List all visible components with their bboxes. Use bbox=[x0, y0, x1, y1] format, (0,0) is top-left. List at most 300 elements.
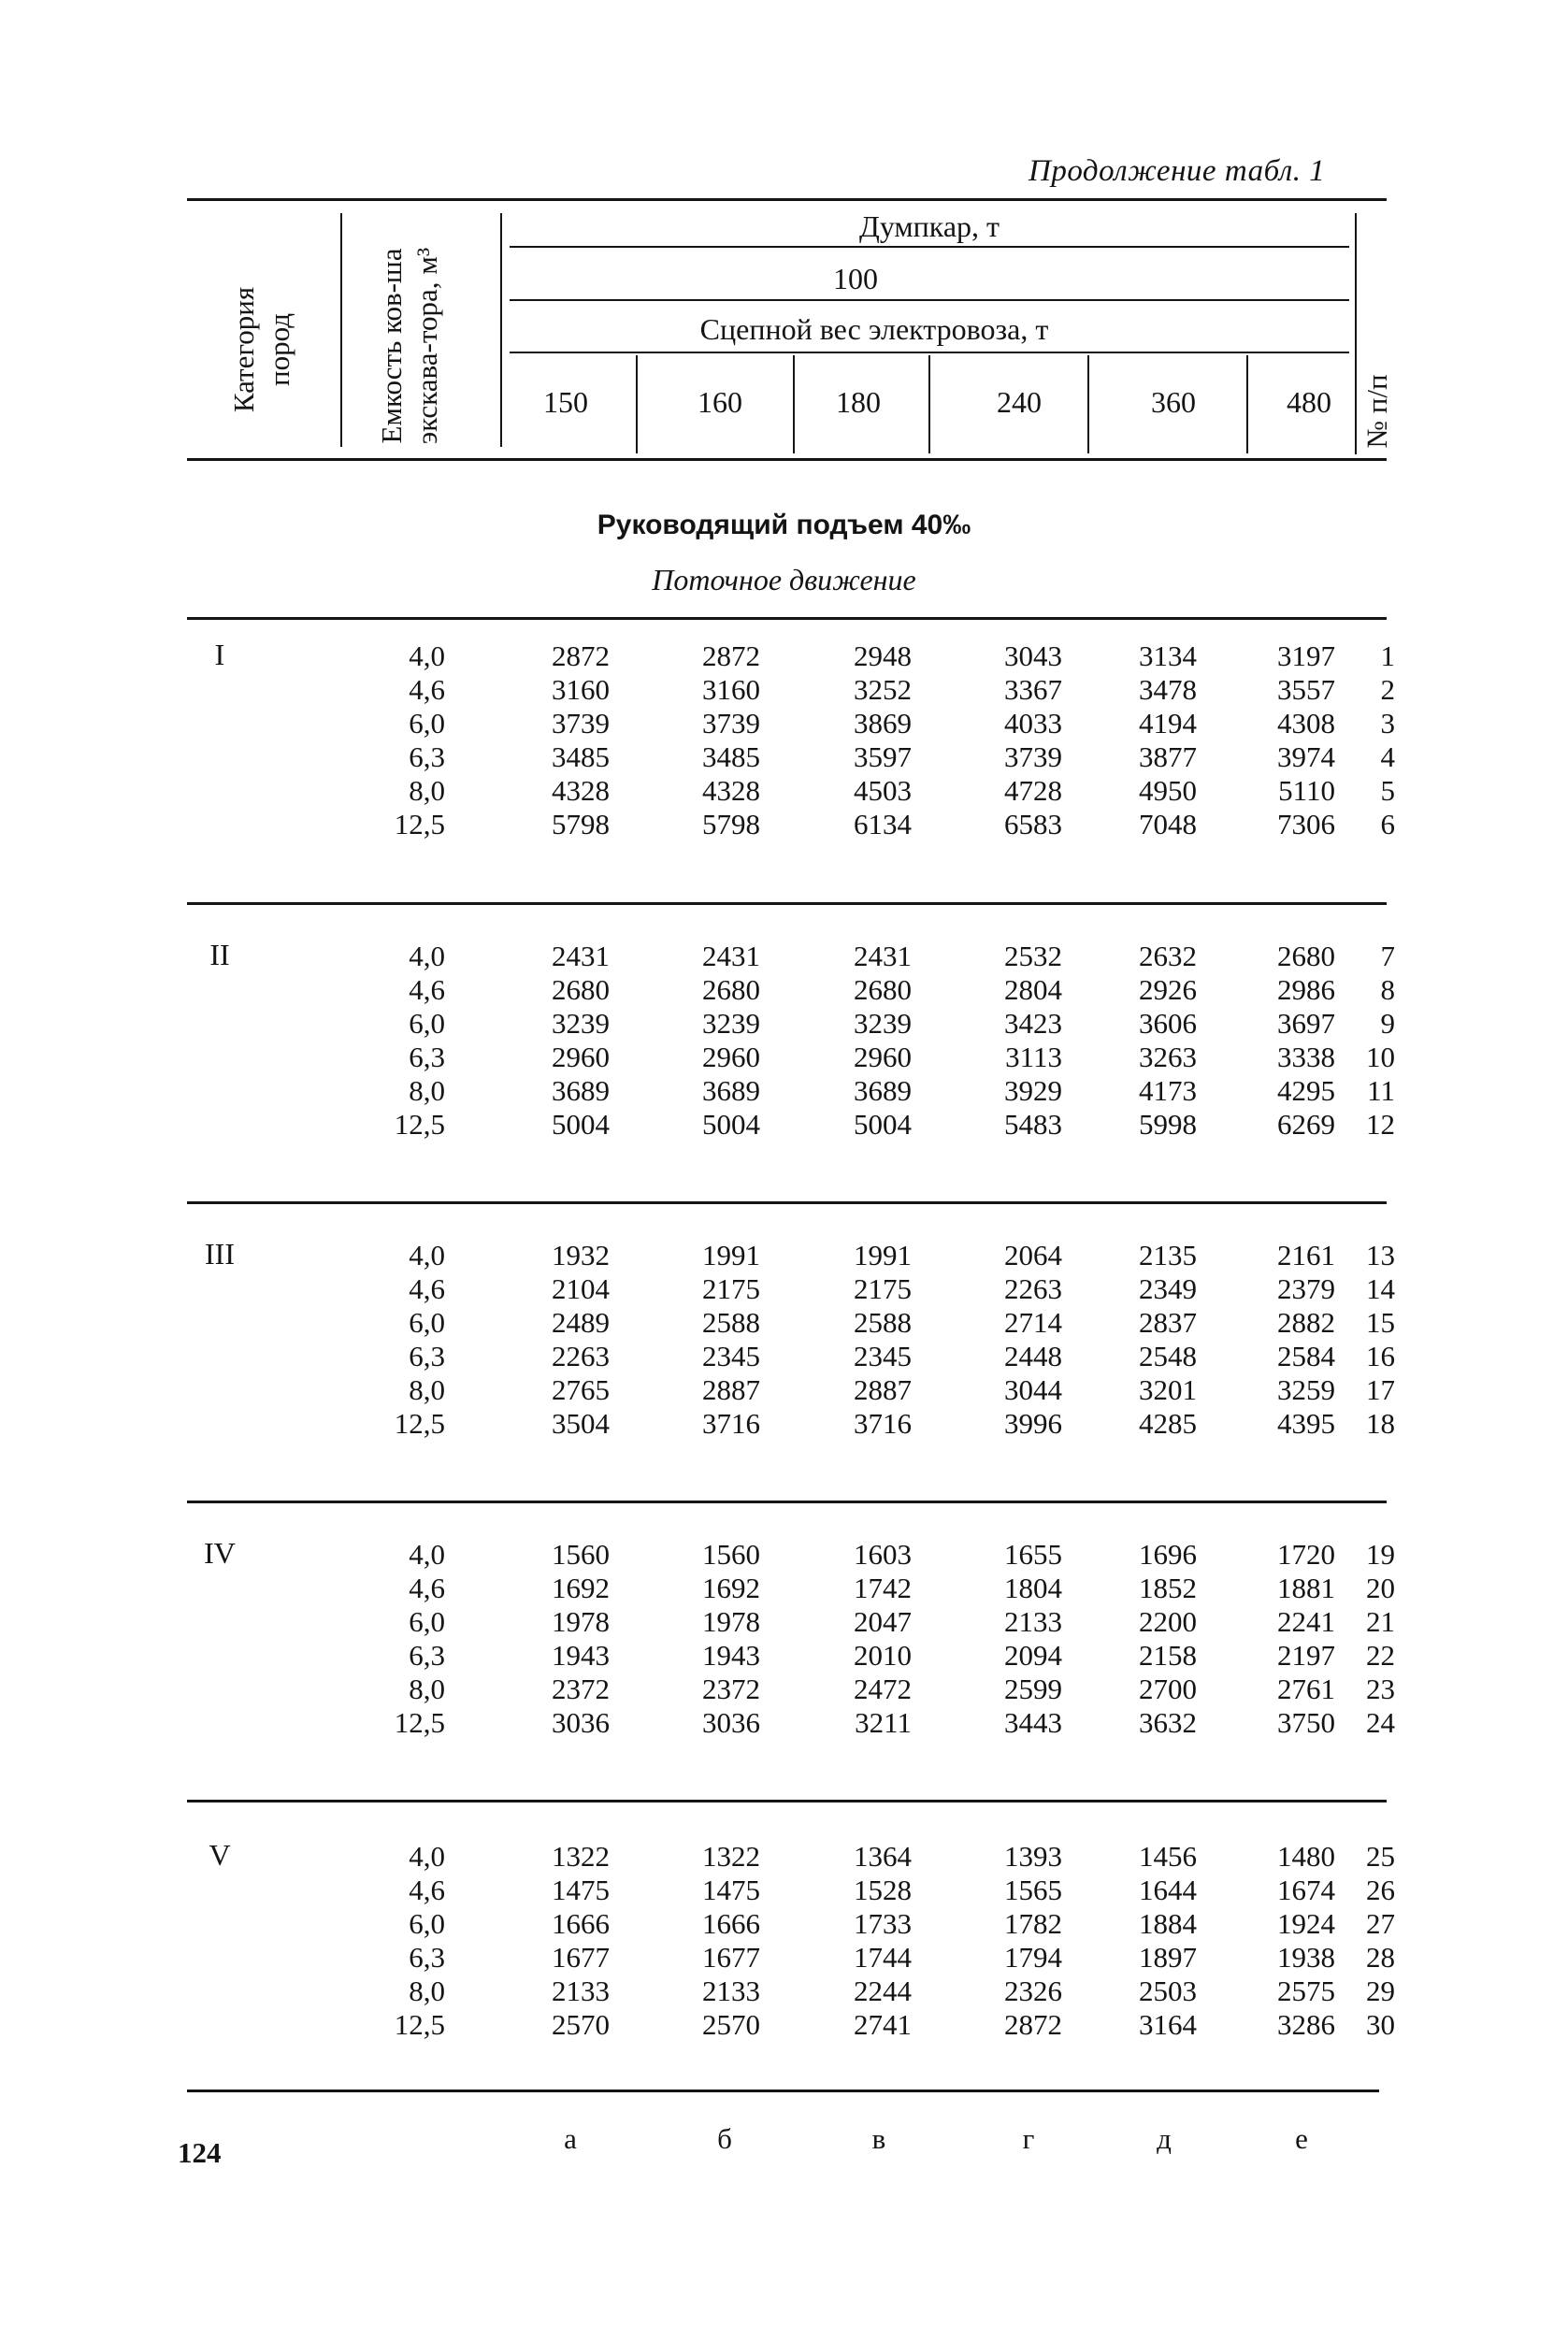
value-cell: 2200 bbox=[1139, 1605, 1197, 1638]
row-number: 6 bbox=[1380, 808, 1395, 840]
value-cell: 6583 bbox=[1004, 808, 1062, 840]
group-separator-rule bbox=[187, 617, 1387, 620]
value-cell: 2489 bbox=[552, 1306, 610, 1339]
header-category-label: Категория пород bbox=[227, 286, 295, 413]
value-cell: 3996 bbox=[1004, 1407, 1062, 1440]
value-cell: 3338 bbox=[1277, 1041, 1335, 1073]
row-number: 18 bbox=[1366, 1407, 1395, 1440]
table-row bbox=[0, 740, 1568, 774]
value-cell: 1666 bbox=[552, 1907, 610, 1940]
value-cell: 1393 bbox=[1004, 1840, 1062, 1873]
value-cell: 1696 bbox=[1139, 1538, 1197, 1571]
table-row bbox=[0, 808, 1568, 841]
value-cell: 5798 bbox=[702, 808, 760, 840]
value-cell: 2960 bbox=[702, 1041, 760, 1073]
row-number: 7 bbox=[1380, 940, 1395, 972]
table-row bbox=[0, 1373, 1568, 1407]
value-cell: 3036 bbox=[552, 1706, 610, 1739]
table-row bbox=[0, 1239, 1568, 1272]
value-cell: 3689 bbox=[702, 1074, 760, 1107]
group-category: V bbox=[209, 1838, 231, 1872]
value-cell: 2761 bbox=[1277, 1673, 1335, 1705]
value-cell: 5998 bbox=[1139, 1108, 1197, 1141]
value-cell: 3739 bbox=[1004, 740, 1062, 773]
value-cell: 2349 bbox=[1139, 1272, 1197, 1305]
value-cell: 4503 bbox=[854, 774, 912, 807]
bucket-capacity: 4,6 bbox=[409, 973, 445, 1006]
value-cell: 3113 bbox=[1005, 1041, 1062, 1073]
value-cell: 1852 bbox=[1139, 1572, 1197, 1604]
header-adhesion: Сцепной вес электровоза, т bbox=[699, 312, 1049, 346]
table-row bbox=[0, 1941, 1568, 1975]
value-cell: 1991 bbox=[702, 1239, 760, 1271]
table-bottom-rule bbox=[187, 2090, 1379, 2092]
value-cell: 2887 bbox=[702, 1373, 760, 1406]
value-cell: 1744 bbox=[854, 1941, 912, 1974]
value-cell: 2584 bbox=[1277, 1340, 1335, 1372]
value-cell: 2064 bbox=[1004, 1239, 1062, 1271]
table-row bbox=[0, 940, 1568, 973]
value-cell: 3869 bbox=[854, 707, 912, 740]
value-cell: 1943 bbox=[552, 1639, 610, 1672]
row-number: 15 bbox=[1366, 1306, 1395, 1339]
value-cell: 2872 bbox=[552, 639, 610, 672]
value-cell: 2133 bbox=[702, 1975, 760, 2007]
value-cell: 2094 bbox=[1004, 1639, 1062, 1672]
group-separator-rule bbox=[187, 902, 1387, 905]
value-cell: 1456 bbox=[1139, 1840, 1197, 1873]
value-cell: 3252 bbox=[854, 673, 912, 706]
table-row bbox=[0, 1706, 1568, 1740]
value-cell: 5004 bbox=[702, 1108, 760, 1141]
bucket-capacity: 4,0 bbox=[409, 940, 445, 972]
value-cell: 7048 bbox=[1139, 808, 1197, 840]
value-cell: 2133 bbox=[552, 1975, 610, 2007]
value-cell: 5483 bbox=[1004, 1108, 1062, 1141]
value-cell: 2632 bbox=[1139, 940, 1197, 972]
table-row bbox=[0, 1340, 1568, 1373]
table-row bbox=[0, 1874, 1568, 1907]
table-row bbox=[0, 2008, 1568, 2042]
table-row bbox=[0, 707, 1568, 740]
value-cell: 4950 bbox=[1139, 774, 1197, 807]
value-cell: 4328 bbox=[702, 774, 760, 807]
header-dumpcar-value: 100 bbox=[833, 262, 878, 295]
value-cell: 2241 bbox=[1277, 1605, 1335, 1638]
value-cell: 3201 bbox=[1139, 1373, 1197, 1406]
value-cell: 3044 bbox=[1004, 1373, 1062, 1406]
value-cell: 3597 bbox=[854, 740, 912, 773]
value-cell: 4308 bbox=[1277, 707, 1335, 740]
value-cell: 3160 bbox=[702, 673, 760, 706]
value-cell: 3606 bbox=[1139, 1007, 1197, 1040]
header-weight-360: 360 bbox=[1151, 385, 1196, 419]
value-cell: 2197 bbox=[1277, 1639, 1335, 1672]
value-cell: 3239 bbox=[854, 1007, 912, 1040]
row-number: 19 bbox=[1366, 1538, 1395, 1571]
value-cell: 3504 bbox=[552, 1407, 610, 1440]
header-bucket-label: Емкость ков-ша экскава-тора, м³ bbox=[375, 247, 443, 445]
bucket-capacity: 4,6 bbox=[409, 673, 445, 706]
table-row bbox=[0, 1272, 1568, 1306]
value-cell: 1322 bbox=[552, 1840, 610, 1873]
value-cell: 3286 bbox=[1277, 2008, 1335, 2041]
bucket-capacity: 6,0 bbox=[409, 1907, 445, 1940]
value-cell: 3367 bbox=[1004, 673, 1062, 706]
value-cell: 1677 bbox=[702, 1941, 760, 1974]
value-cell: 1938 bbox=[1277, 1941, 1335, 1974]
value-cell: 5798 bbox=[552, 808, 610, 840]
row-number: 12 bbox=[1366, 1108, 1395, 1141]
header-divider-3 bbox=[1355, 213, 1357, 454]
header-weight-150: 150 bbox=[543, 385, 588, 419]
value-cell: 1924 bbox=[1277, 1907, 1335, 1940]
value-cell: 2345 bbox=[854, 1340, 912, 1372]
value-cell: 2872 bbox=[702, 639, 760, 672]
bucket-capacity: 4,0 bbox=[409, 1239, 445, 1271]
value-cell: 2887 bbox=[854, 1373, 912, 1406]
value-cell: 2345 bbox=[702, 1340, 760, 1372]
bucket-capacity: 6,3 bbox=[409, 740, 445, 773]
value-cell: 3259 bbox=[1277, 1373, 1335, 1406]
header-weight-180: 180 bbox=[836, 385, 881, 419]
value-cell: 3929 bbox=[1004, 1074, 1062, 1107]
value-cell: 1991 bbox=[854, 1239, 912, 1271]
value-cell: 2158 bbox=[1139, 1639, 1197, 1672]
value-cell: 3697 bbox=[1277, 1007, 1335, 1040]
value-cell: 2326 bbox=[1004, 1975, 1062, 2007]
row-number: 25 bbox=[1366, 1840, 1395, 1873]
value-cell: 1528 bbox=[854, 1874, 912, 1906]
value-cell: 4728 bbox=[1004, 774, 1062, 807]
value-cell: 2047 bbox=[854, 1605, 912, 1638]
table-row bbox=[0, 774, 1568, 808]
value-cell: 3689 bbox=[854, 1074, 912, 1107]
value-cell: 2244 bbox=[854, 1975, 912, 2007]
column-letter-a: а bbox=[564, 2122, 577, 2155]
bucket-capacity: 6,0 bbox=[409, 1306, 445, 1339]
value-cell: 4033 bbox=[1004, 707, 1062, 740]
value-cell: 5110 bbox=[1278, 774, 1335, 807]
value-cell: 1884 bbox=[1139, 1907, 1197, 1940]
header-adhesion-rule bbox=[510, 352, 1349, 353]
value-cell: 6134 bbox=[854, 808, 912, 840]
table-row bbox=[0, 1840, 1568, 1874]
row-number: 9 bbox=[1380, 1007, 1395, 1040]
value-cell: 1674 bbox=[1277, 1874, 1335, 1906]
row-number: 21 bbox=[1366, 1605, 1395, 1638]
table-row bbox=[0, 1108, 1568, 1142]
value-cell: 2765 bbox=[552, 1373, 610, 1406]
row-number: 10 bbox=[1366, 1041, 1395, 1073]
value-cell: 2263 bbox=[1004, 1272, 1062, 1305]
value-cell: 2472 bbox=[854, 1673, 912, 1705]
value-cell: 3043 bbox=[1004, 639, 1062, 672]
row-number: 3 bbox=[1380, 707, 1395, 740]
value-cell: 1480 bbox=[1277, 1840, 1335, 1873]
value-cell: 3689 bbox=[552, 1074, 610, 1107]
value-cell: 2700 bbox=[1139, 1673, 1197, 1705]
weight-divider-1 bbox=[636, 355, 638, 453]
value-cell: 2837 bbox=[1139, 1306, 1197, 1339]
bucket-capacity: 8,0 bbox=[409, 1673, 445, 1705]
column-letter-b: б bbox=[717, 2122, 732, 2155]
group-separator-rule bbox=[187, 1201, 1387, 1204]
value-cell: 1897 bbox=[1139, 1941, 1197, 1974]
header-bottom-rule bbox=[187, 458, 1387, 461]
value-cell: 3478 bbox=[1139, 673, 1197, 706]
value-cell: 2532 bbox=[1004, 940, 1062, 972]
row-number: 1 bbox=[1380, 639, 1395, 672]
row-number: 2 bbox=[1380, 673, 1395, 706]
value-cell: 3877 bbox=[1139, 740, 1197, 773]
value-cell: 1943 bbox=[702, 1639, 760, 1672]
value-cell: 6269 bbox=[1277, 1108, 1335, 1141]
bucket-capacity: 4,0 bbox=[409, 639, 445, 672]
value-cell: 2948 bbox=[854, 639, 912, 672]
bucket-capacity: 6,3 bbox=[409, 1639, 445, 1672]
row-number: 8 bbox=[1380, 973, 1395, 1006]
value-cell: 1733 bbox=[854, 1907, 912, 1940]
value-cell: 2714 bbox=[1004, 1306, 1062, 1339]
row-number: 14 bbox=[1366, 1272, 1395, 1305]
column-letter-e: е bbox=[1295, 2122, 1308, 2155]
value-cell: 2133 bbox=[1004, 1605, 1062, 1638]
value-cell: 2741 bbox=[854, 2008, 912, 2041]
section-subtitle: Поточное движение bbox=[652, 563, 916, 596]
row-number: 24 bbox=[1366, 1706, 1395, 1739]
value-cell: 3485 bbox=[702, 740, 760, 773]
value-cell: 2872 bbox=[1004, 2008, 1062, 2041]
value-cell: 2431 bbox=[702, 940, 760, 972]
value-cell: 1742 bbox=[854, 1572, 912, 1604]
value-cell: 3557 bbox=[1277, 673, 1335, 706]
value-cell: 3197 bbox=[1277, 639, 1335, 672]
value-cell: 3716 bbox=[854, 1407, 912, 1440]
bucket-capacity: 6,0 bbox=[409, 1605, 445, 1638]
value-cell: 3036 bbox=[702, 1706, 760, 1739]
value-cell: 4285 bbox=[1139, 1407, 1197, 1440]
value-cell: 3750 bbox=[1277, 1706, 1335, 1739]
table-row bbox=[0, 1639, 1568, 1673]
row-number: 27 bbox=[1366, 1907, 1395, 1940]
bucket-capacity: 4,6 bbox=[409, 1572, 445, 1604]
value-cell: 2588 bbox=[702, 1306, 760, 1339]
value-cell: 2926 bbox=[1139, 973, 1197, 1006]
value-cell: 7306 bbox=[1277, 808, 1335, 840]
bucket-capacity: 12,5 bbox=[394, 1407, 445, 1440]
group-category: III bbox=[205, 1237, 235, 1271]
section-title: Руководящий подъем 40‰ bbox=[597, 510, 971, 540]
bucket-capacity: 8,0 bbox=[409, 1074, 445, 1107]
value-cell: 3423 bbox=[1004, 1007, 1062, 1040]
value-cell: 2680 bbox=[1277, 940, 1335, 972]
value-cell: 3160 bbox=[552, 673, 610, 706]
value-cell: 1666 bbox=[702, 1907, 760, 1940]
value-cell: 3632 bbox=[1139, 1706, 1197, 1739]
value-cell: 1978 bbox=[552, 1605, 610, 1638]
header-weight-240: 240 bbox=[997, 385, 1042, 419]
value-cell: 2588 bbox=[854, 1306, 912, 1339]
value-cell: 2882 bbox=[1277, 1306, 1335, 1339]
weight-divider-2 bbox=[793, 355, 795, 453]
column-letter-d: д bbox=[1157, 2122, 1172, 2155]
value-cell: 1978 bbox=[702, 1605, 760, 1638]
value-cell: 2960 bbox=[552, 1041, 610, 1073]
bucket-capacity: 6,3 bbox=[409, 1340, 445, 1372]
value-cell: 1364 bbox=[854, 1840, 912, 1873]
group-separator-rule bbox=[187, 1800, 1387, 1802]
value-cell: 2175 bbox=[854, 1272, 912, 1305]
bucket-capacity: 4,0 bbox=[409, 1538, 445, 1571]
value-cell: 1692 bbox=[702, 1572, 760, 1604]
table-row bbox=[0, 1407, 1568, 1441]
value-cell: 3485 bbox=[552, 740, 610, 773]
bucket-capacity: 12,5 bbox=[394, 1706, 445, 1739]
header-divider-1 bbox=[340, 213, 342, 447]
value-cell: 2986 bbox=[1277, 973, 1335, 1006]
value-cell: 2431 bbox=[854, 940, 912, 972]
header-dumpcar-rule bbox=[510, 246, 1349, 248]
value-cell: 2161 bbox=[1277, 1239, 1335, 1271]
table-row bbox=[0, 1041, 1568, 1074]
value-cell: 4295 bbox=[1277, 1074, 1335, 1107]
value-cell: 2431 bbox=[552, 940, 610, 972]
group-category: II bbox=[209, 938, 230, 971]
value-cell: 3211 bbox=[855, 1706, 912, 1739]
page-number: 124 bbox=[178, 2136, 222, 2169]
value-cell: 1475 bbox=[702, 1874, 760, 1906]
value-cell: 4194 bbox=[1139, 707, 1197, 740]
value-cell: 1881 bbox=[1277, 1572, 1335, 1604]
value-cell: 2010 bbox=[854, 1639, 912, 1672]
value-cell: 2548 bbox=[1139, 1340, 1197, 1372]
value-cell: 2570 bbox=[552, 2008, 610, 2041]
value-cell: 4328 bbox=[552, 774, 610, 807]
value-cell: 2680 bbox=[854, 973, 912, 1006]
row-number: 11 bbox=[1367, 1074, 1395, 1107]
bucket-capacity: 8,0 bbox=[409, 774, 445, 807]
continuation-caption: Продолжение табл. 1 bbox=[1029, 154, 1326, 188]
column-letter-g: г bbox=[1022, 2122, 1035, 2155]
value-cell: 2372 bbox=[552, 1673, 610, 1705]
value-cell: 1692 bbox=[552, 1572, 610, 1604]
value-cell: 4173 bbox=[1139, 1074, 1197, 1107]
table-row bbox=[0, 1306, 1568, 1340]
bucket-capacity: 12,5 bbox=[394, 1108, 445, 1141]
value-cell: 2575 bbox=[1277, 1975, 1335, 2007]
value-cell: 2448 bbox=[1004, 1340, 1062, 1372]
value-cell: 1794 bbox=[1004, 1941, 1062, 1974]
value-cell: 2599 bbox=[1004, 1673, 1062, 1705]
value-cell: 3134 bbox=[1139, 639, 1197, 672]
row-number: 13 bbox=[1366, 1239, 1395, 1271]
table-row bbox=[0, 1673, 1568, 1706]
value-cell: 2680 bbox=[702, 973, 760, 1006]
value-cell: 2503 bbox=[1139, 1975, 1197, 2007]
value-cell: 3739 bbox=[702, 707, 760, 740]
value-cell: 5004 bbox=[552, 1108, 610, 1141]
row-number: 23 bbox=[1366, 1673, 1395, 1705]
value-cell: 2379 bbox=[1277, 1272, 1335, 1305]
header-weight-480: 480 bbox=[1287, 385, 1331, 419]
value-cell: 1804 bbox=[1004, 1572, 1062, 1604]
value-cell: 2960 bbox=[854, 1041, 912, 1073]
row-number: 28 bbox=[1366, 1941, 1395, 1974]
row-number: 4 bbox=[1380, 740, 1395, 773]
value-cell: 2175 bbox=[702, 1272, 760, 1305]
value-cell: 1565 bbox=[1004, 1874, 1062, 1906]
header-value-rule bbox=[510, 299, 1349, 301]
value-cell: 3164 bbox=[1139, 2008, 1197, 2041]
value-cell: 3739 bbox=[552, 707, 610, 740]
group-category: I bbox=[214, 638, 225, 671]
table-row bbox=[0, 1975, 1568, 2008]
header-top-rule bbox=[187, 198, 1387, 201]
value-cell: 1322 bbox=[702, 1840, 760, 1873]
value-cell: 4395 bbox=[1277, 1407, 1335, 1440]
bucket-capacity: 6,0 bbox=[409, 707, 445, 740]
row-number: 22 bbox=[1366, 1639, 1395, 1672]
table-row bbox=[0, 1605, 1568, 1639]
bucket-capacity: 8,0 bbox=[409, 1373, 445, 1406]
column-letter-v: в bbox=[871, 2122, 886, 2155]
table-row bbox=[0, 1074, 1568, 1108]
value-cell: 2570 bbox=[702, 2008, 760, 2041]
value-cell: 2135 bbox=[1139, 1239, 1197, 1271]
table-row bbox=[0, 1572, 1568, 1605]
value-cell: 3239 bbox=[552, 1007, 610, 1040]
value-cell: 1475 bbox=[552, 1874, 610, 1906]
group-separator-rule bbox=[187, 1501, 1387, 1503]
table-row bbox=[0, 1007, 1568, 1041]
table-row bbox=[0, 639, 1568, 673]
bucket-capacity: 6,0 bbox=[409, 1007, 445, 1040]
value-cell: 2104 bbox=[552, 1272, 610, 1305]
row-number: 5 bbox=[1380, 774, 1395, 807]
weight-divider-5 bbox=[1246, 355, 1248, 453]
value-cell: 1720 bbox=[1277, 1538, 1335, 1571]
weight-divider-3 bbox=[928, 355, 930, 453]
header-divider-2 bbox=[500, 213, 502, 447]
row-number: 16 bbox=[1366, 1340, 1395, 1372]
header-dumpcar: Думпкар, т bbox=[858, 209, 1000, 243]
value-cell: 1932 bbox=[552, 1239, 610, 1271]
table-row bbox=[0, 673, 1568, 707]
table-row bbox=[0, 1907, 1568, 1941]
row-number: 20 bbox=[1366, 1572, 1395, 1604]
row-number: 17 bbox=[1366, 1373, 1395, 1406]
value-cell: 1603 bbox=[854, 1538, 912, 1571]
value-cell: 1655 bbox=[1004, 1538, 1062, 1571]
bucket-capacity: 12,5 bbox=[394, 2008, 445, 2041]
value-cell: 3974 bbox=[1277, 740, 1335, 773]
value-cell: 1560 bbox=[702, 1538, 760, 1571]
row-number: 30 bbox=[1366, 2008, 1395, 2041]
bucket-capacity: 8,0 bbox=[409, 1975, 445, 2007]
table-row bbox=[0, 973, 1568, 1007]
weight-divider-4 bbox=[1087, 355, 1089, 453]
value-cell: 1782 bbox=[1004, 1907, 1062, 1940]
bucket-capacity: 4,6 bbox=[409, 1272, 445, 1305]
value-cell: 3716 bbox=[702, 1407, 760, 1440]
header-weight-160: 160 bbox=[698, 385, 742, 419]
bucket-capacity: 6,3 bbox=[409, 1041, 445, 1073]
value-cell: 2263 bbox=[552, 1340, 610, 1372]
bucket-capacity: 4,6 bbox=[409, 1874, 445, 1906]
bucket-capacity: 6,3 bbox=[409, 1941, 445, 1974]
table-row bbox=[0, 1538, 1568, 1572]
